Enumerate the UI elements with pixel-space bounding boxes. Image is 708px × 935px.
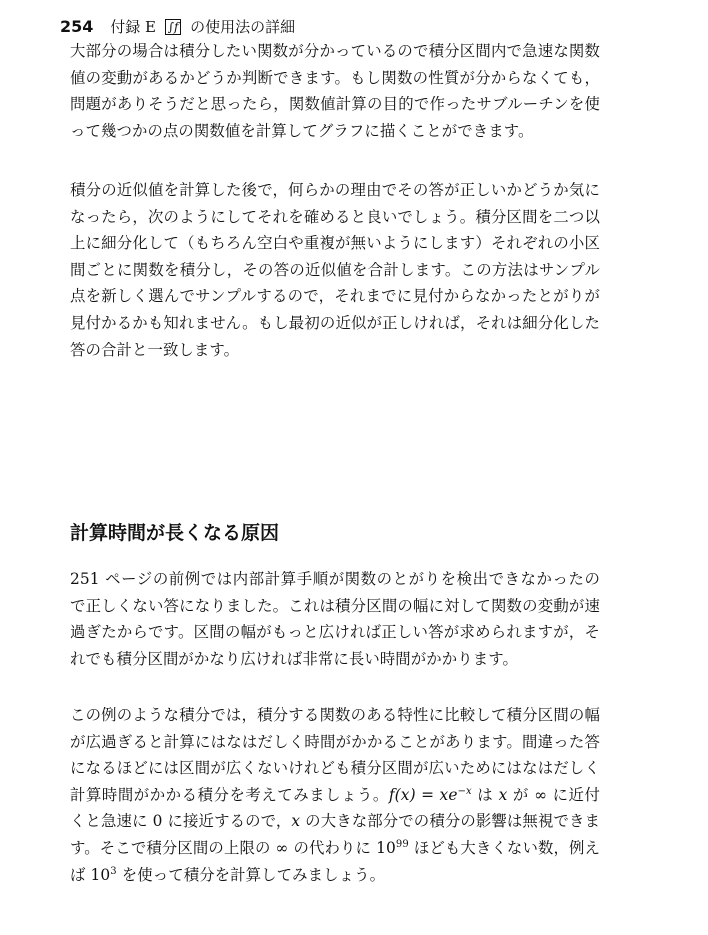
formula-exponent: −x bbox=[457, 785, 472, 797]
integral-key-icon: ∫f bbox=[165, 19, 182, 35]
page-number: 254 bbox=[60, 17, 94, 36]
running-header bbox=[60, 16, 295, 38]
paragraph-2: 積分の近似値を計算した後で，何らかの理由でその答が正しいかどうか気になったら，次のようにしてそれを確めると良いでしょう。積分区間を二つ以上に細分化して（もちろん空白や重複が無いようにします）それぞれの小区間ごとに関数を積分し，その答の近似値を合計します。この方法はサンプル点を新しく選んでサンプルするので，それまでに見付からなかったとがりが見付かるかも知れません。もし最初の近似が正しければ，それは細分化した答の合計と一致します。 bbox=[70, 181, 600, 359]
paragraph-1: 大部分の場合は積分したい関数が分かっているので積分区間内で急速な関数値の変動があるかどうか判断できます。もし関数の性質が分からなくても，問題がありそうだと思ったら，関数値計算の目的で作ったサブルーチンを使って幾つかの点の関数値を計算してグラフに描くことができます。 bbox=[70, 42, 600, 140]
paragraph-4-part-a: この例のような積分では，積分する関数のある特性に比較して積分区間の幅が広過ぎると計算にはなはだしく時間がかかることがあります。間違った答になるほどには区間が広くないけれども積分区間が広いためにはなはだしく計算時間がかかる積分を考えてみましょう。 bbox=[70, 706, 600, 804]
variable-x-1: x bbox=[498, 785, 508, 804]
paragraph-4-part-f: を使って積分を計算してみましょう。 bbox=[116, 865, 386, 884]
paragraph-4-part-b: は bbox=[471, 785, 499, 804]
paragraph-4 bbox=[70, 702, 600, 888]
variable-x-2: x bbox=[291, 812, 301, 831]
header-title: の使用法の詳細 bbox=[190, 18, 296, 36]
paragraph-4-part-d: の大きな部分での積分の影響は無視できます。そこで積分区間の上限の ∞ の代わりに 10 bbox=[70, 812, 600, 857]
exponent-99: 99 bbox=[395, 838, 409, 850]
section-heading: 計算時間が長くなる原因 bbox=[70, 522, 280, 544]
paragraph-4-part-c: が ∞ に近付くと急速に 0 に接近するので， bbox=[70, 785, 600, 831]
exponent-3: 3 bbox=[110, 865, 117, 877]
paragraph-4-part-e: ほども大きくない数，例えば 10 bbox=[70, 838, 601, 884]
formula-fx: f(x) = xe bbox=[388, 785, 458, 804]
paragraph-3: 251 ページの前例では内部計算手順が関数のとがりを検出できなかったので正しくない答になりました。これは積分区間の幅に対して関数の変動が速過ぎたからです。区間の幅がもっと広ければ正しい答が求められますが，それでも積分区間がかなり広ければ非常に長い時間がかかります。 bbox=[70, 570, 600, 668]
appendix-label: 付録 E bbox=[110, 18, 156, 36]
